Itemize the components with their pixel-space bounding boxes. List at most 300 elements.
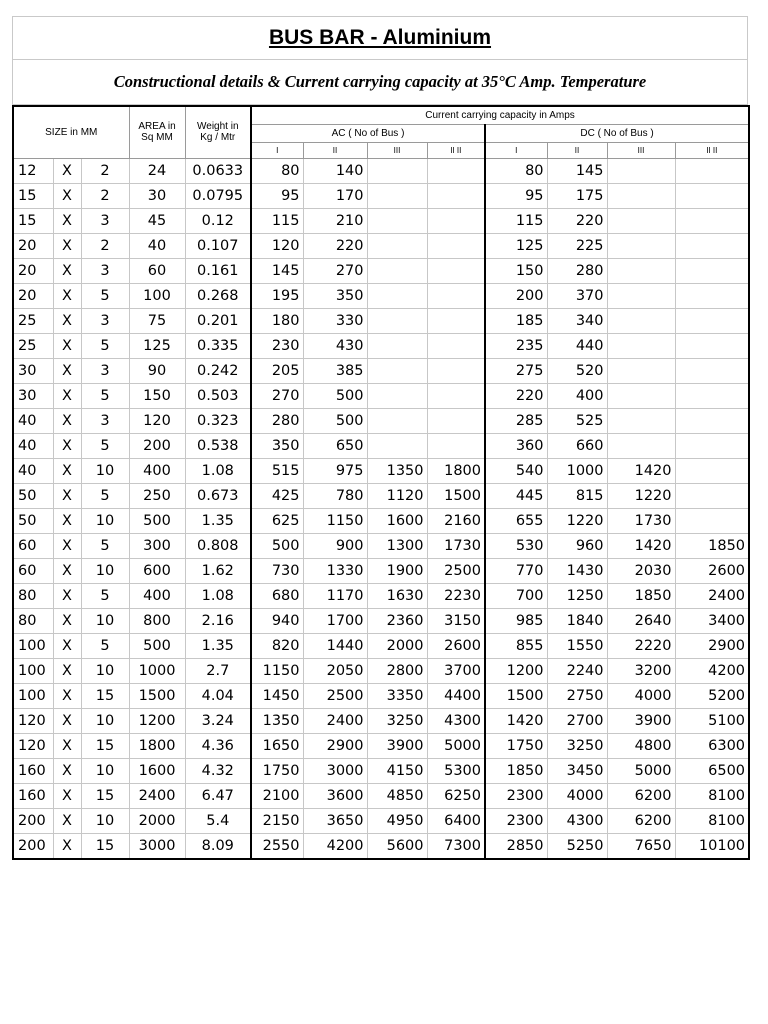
dc-bus-2-cell: 1220: [547, 508, 607, 533]
ac-bus-3-cell: [367, 433, 427, 458]
weight-cell: 1.35: [185, 508, 251, 533]
dc-bus-2-cell: 220: [547, 208, 607, 233]
ac-bus-4-cell: [427, 158, 485, 183]
ac-bus-1-cell: 1450: [251, 683, 303, 708]
ac-bus-3-cell: [367, 158, 427, 183]
dc-bus-4-cell: [675, 408, 749, 433]
weight-cell: 1.35: [185, 633, 251, 658]
dc-bus-3-cell: 3200: [607, 658, 675, 683]
dc-bus-1-cell: 1200: [485, 658, 547, 683]
area-cell: 75: [129, 308, 185, 333]
dc-bus-1-cell: 2850: [485, 833, 547, 859]
ac-bus-1-cell: 625: [251, 508, 303, 533]
dc-bus-2-cell: 175: [547, 183, 607, 208]
size-x: X: [53, 158, 81, 183]
ac-bus-3-cell: [367, 258, 427, 283]
dc-bus-1-cell: 220: [485, 383, 547, 408]
size-x: X: [53, 383, 81, 408]
dc-bus-2-cell: 370: [547, 283, 607, 308]
ac-bus-4-cell: 1800: [427, 458, 485, 483]
ac-bus-2-cell: 270: [303, 258, 367, 283]
size-thickness: 5: [81, 433, 129, 458]
size-width: 80: [13, 608, 53, 633]
dc-bus-2-cell: 1250: [547, 583, 607, 608]
ac-bus-4-cell: [427, 383, 485, 408]
table-row: [13, 733, 749, 758]
table-row: [13, 483, 749, 508]
ac-bus-4-cell: [427, 358, 485, 383]
size-x: X: [53, 683, 81, 708]
ac-bus-2-cell: 3600: [303, 783, 367, 808]
ac-bus-4-cell: [427, 258, 485, 283]
size-thickness: 3: [81, 208, 129, 233]
table-row: [13, 408, 749, 433]
dc-bus-3-cell: [607, 308, 675, 333]
table-row: [13, 233, 749, 258]
bus-bar-sheet: [12, 16, 748, 860]
weight-cell: 0.323: [185, 408, 251, 433]
ac-bus-1-cell: 2550: [251, 833, 303, 859]
dc-bus-1-cell: 1850: [485, 758, 547, 783]
size-x: X: [53, 658, 81, 683]
dc-bus-2-cell: 2750: [547, 683, 607, 708]
ac-bus-3-cell: 4950: [367, 808, 427, 833]
dc-bus-2-cell: 3450: [547, 758, 607, 783]
area-cell: 45: [129, 208, 185, 233]
dc-bus-1-cell: 1750: [485, 733, 547, 758]
table-header: [13, 106, 749, 158]
ac-bus-4-cell: [427, 208, 485, 233]
dc-bus-4-cell: [675, 333, 749, 358]
dc-bus-2-cell: 3250: [547, 733, 607, 758]
size-x: X: [53, 533, 81, 558]
area-cell: 400: [129, 458, 185, 483]
dc-bus-4-cell: 2400: [675, 583, 749, 608]
ac-bus-1-cell: 145: [251, 258, 303, 283]
dc-bus-4-cell: 6500: [675, 758, 749, 783]
dc-bus-2-cell: 960: [547, 533, 607, 558]
size-width: 12: [13, 158, 53, 183]
dc-bus-4-cell: 5100: [675, 708, 749, 733]
dc-bus-4-cell: [675, 358, 749, 383]
size-thickness: 5: [81, 583, 129, 608]
bus-bar-table: [12, 105, 750, 860]
weight-cell: 1.62: [185, 558, 251, 583]
table-row: [13, 658, 749, 683]
area-cell: 30: [129, 183, 185, 208]
table-row: [13, 783, 749, 808]
dc-bus-2-cell: 4000: [547, 783, 607, 808]
table-row: [13, 358, 749, 383]
size-width: 25: [13, 308, 53, 333]
dc-bus-1-cell: 200: [485, 283, 547, 308]
header-area: [129, 106, 185, 158]
dc-bus-3-cell: [607, 258, 675, 283]
ac-bus-4-cell: 2230: [427, 583, 485, 608]
ac-bus-4-cell: 4300: [427, 708, 485, 733]
ac-bus-2-cell: 975: [303, 458, 367, 483]
ac-bus-3-cell: [367, 183, 427, 208]
dc-bus-1-cell: 2300: [485, 808, 547, 833]
ac-bus-2-cell: 780: [303, 483, 367, 508]
weight-cell: 2.16: [185, 608, 251, 633]
ac-bus-1-cell: 2150: [251, 808, 303, 833]
dc-bus-3-cell: 2220: [607, 633, 675, 658]
ac-bus-3-cell: [367, 308, 427, 333]
area-cell: 120: [129, 408, 185, 433]
dc-bus-2-cell: 525: [547, 408, 607, 433]
weight-cell: 4.32: [185, 758, 251, 783]
ac-bus-1-cell: 1650: [251, 733, 303, 758]
ac-bus-2-cell: 2050: [303, 658, 367, 683]
dc-bus-3-cell: [607, 433, 675, 458]
size-thickness: 5: [81, 383, 129, 408]
table-row: [13, 558, 749, 583]
size-x: X: [53, 833, 81, 859]
dc-bus-1-cell: 655: [485, 508, 547, 533]
size-width: 120: [13, 708, 53, 733]
ac-bus-count-4: II II: [427, 142, 485, 158]
size-x: X: [53, 358, 81, 383]
weight-cell: 0.538: [185, 433, 251, 458]
dc-bus-4-cell: [675, 433, 749, 458]
weight-cell: 0.503: [185, 383, 251, 408]
header-size: SIZE in MM: [13, 106, 129, 158]
subtitle-box: [12, 59, 748, 105]
ac-bus-1-cell: 115: [251, 208, 303, 233]
table-row: [13, 683, 749, 708]
ac-bus-4-cell: [427, 183, 485, 208]
size-x: X: [53, 233, 81, 258]
header-weight-line2: Kg / Mtr: [200, 132, 236, 144]
dc-bus-4-cell: 5200: [675, 683, 749, 708]
size-width: 15: [13, 208, 53, 233]
dc-bus-3-cell: 7650: [607, 833, 675, 859]
dc-bus-3-cell: 1220: [607, 483, 675, 508]
dc-bus-2-cell: 440: [547, 333, 607, 358]
ac-bus-1-cell: 730: [251, 558, 303, 583]
ac-bus-3-cell: 1300: [367, 533, 427, 558]
dc-bus-3-cell: 4800: [607, 733, 675, 758]
weight-cell: 1.08: [185, 583, 251, 608]
size-x: X: [53, 808, 81, 833]
dc-bus-2-cell: 815: [547, 483, 607, 508]
table-row: [13, 183, 749, 208]
ac-bus-1-cell: 205: [251, 358, 303, 383]
ac-bus-4-cell: 3150: [427, 608, 485, 633]
size-x: X: [53, 708, 81, 733]
table-row: [13, 308, 749, 333]
size-x: X: [53, 483, 81, 508]
table-row: [13, 583, 749, 608]
size-width: 160: [13, 758, 53, 783]
ac-bus-3-cell: 2360: [367, 608, 427, 633]
ac-bus-2-cell: 500: [303, 408, 367, 433]
table-row: [13, 458, 749, 483]
size-x: X: [53, 208, 81, 233]
dc-bus-4-cell: [675, 458, 749, 483]
area-cell: 1600: [129, 758, 185, 783]
table-row: [13, 158, 749, 183]
table-row: [13, 808, 749, 833]
dc-bus-2-cell: 1550: [547, 633, 607, 658]
dc-bus-2-cell: 145: [547, 158, 607, 183]
ac-bus-2-cell: 170: [303, 183, 367, 208]
ac-bus-3-cell: [367, 383, 427, 408]
ac-bus-3-cell: 2800: [367, 658, 427, 683]
weight-cell: 0.268: [185, 283, 251, 308]
dc-bus-4-cell: 8100: [675, 808, 749, 833]
size-thickness: 15: [81, 733, 129, 758]
ac-bus-2-cell: 385: [303, 358, 367, 383]
area-cell: 800: [129, 608, 185, 633]
area-cell: 3000: [129, 833, 185, 859]
size-thickness: 10: [81, 558, 129, 583]
area-cell: 300: [129, 533, 185, 558]
table-row: [13, 258, 749, 283]
size-x: X: [53, 333, 81, 358]
dc-bus-1-cell: 2300: [485, 783, 547, 808]
ac-bus-3-cell: 3900: [367, 733, 427, 758]
ac-bus-1-cell: 95: [251, 183, 303, 208]
dc-bus-4-cell: 10100: [675, 833, 749, 859]
ac-bus-4-cell: [427, 283, 485, 308]
ac-bus-4-cell: 2600: [427, 633, 485, 658]
dc-bus-4-cell: [675, 308, 749, 333]
ac-bus-1-cell: 120: [251, 233, 303, 258]
dc-bus-1-cell: 360: [485, 433, 547, 458]
dc-bus-4-cell: 2900: [675, 633, 749, 658]
size-width: 40: [13, 458, 53, 483]
size-x: X: [53, 458, 81, 483]
ac-bus-4-cell: [427, 333, 485, 358]
dc-bus-3-cell: [607, 183, 675, 208]
dc-bus-4-cell: [675, 383, 749, 408]
area-cell: 24: [129, 158, 185, 183]
size-x: X: [53, 733, 81, 758]
ac-bus-2-cell: 500: [303, 383, 367, 408]
size-thickness: 5: [81, 333, 129, 358]
ac-bus-4-cell: 4400: [427, 683, 485, 708]
table-row: [13, 208, 749, 233]
ac-bus-3-cell: 1630: [367, 583, 427, 608]
table-row: [13, 533, 749, 558]
ac-bus-4-cell: 2160: [427, 508, 485, 533]
dc-bus-3-cell: [607, 283, 675, 308]
dc-bus-1-cell: 985: [485, 608, 547, 633]
ac-bus-3-cell: 5600: [367, 833, 427, 859]
size-x: X: [53, 408, 81, 433]
ac-bus-2-cell: 1440: [303, 633, 367, 658]
size-width: 30: [13, 383, 53, 408]
dc-bus-1-cell: 150: [485, 258, 547, 283]
ac-bus-3-cell: 1350: [367, 458, 427, 483]
dc-bus-3-cell: 6200: [607, 808, 675, 833]
size-x: X: [53, 608, 81, 633]
size-x: X: [53, 758, 81, 783]
dc-bus-4-cell: 2600: [675, 558, 749, 583]
dc-bus-count-2: II: [547, 142, 607, 158]
weight-cell: 0.107: [185, 233, 251, 258]
area-cell: 250: [129, 483, 185, 508]
weight-cell: 0.161: [185, 258, 251, 283]
dc-bus-1-cell: 1500: [485, 683, 547, 708]
table-row: [13, 508, 749, 533]
dc-bus-1-cell: 855: [485, 633, 547, 658]
dc-bus-2-cell: 280: [547, 258, 607, 283]
size-thickness: 10: [81, 658, 129, 683]
ac-bus-2-cell: 140: [303, 158, 367, 183]
ac-bus-1-cell: 425: [251, 483, 303, 508]
dc-bus-2-cell: 520: [547, 358, 607, 383]
dc-bus-2-cell: 660: [547, 433, 607, 458]
ac-bus-3-cell: [367, 408, 427, 433]
weight-cell: 4.36: [185, 733, 251, 758]
area-cell: 125: [129, 333, 185, 358]
dc-bus-4-cell: 8100: [675, 783, 749, 808]
ac-bus-2-cell: 220: [303, 233, 367, 258]
area-cell: 2400: [129, 783, 185, 808]
size-thickness: 10: [81, 708, 129, 733]
ac-bus-1-cell: 515: [251, 458, 303, 483]
size-thickness: 5: [81, 533, 129, 558]
area-cell: 60: [129, 258, 185, 283]
dc-bus-2-cell: 2240: [547, 658, 607, 683]
ac-bus-1-cell: 180: [251, 308, 303, 333]
dc-bus-1-cell: 125: [485, 233, 547, 258]
size-width: 40: [13, 433, 53, 458]
dc-bus-4-cell: 6300: [675, 733, 749, 758]
size-width: 30: [13, 358, 53, 383]
area-cell: 1800: [129, 733, 185, 758]
weight-cell: 3.24: [185, 708, 251, 733]
ac-bus-1-cell: 1350: [251, 708, 303, 733]
size-thickness: 15: [81, 783, 129, 808]
dc-bus-3-cell: [607, 158, 675, 183]
size-thickness: 10: [81, 758, 129, 783]
ac-bus-3-cell: 3250: [367, 708, 427, 733]
ac-bus-1-cell: 280: [251, 408, 303, 433]
ac-bus-4-cell: 2500: [427, 558, 485, 583]
dc-bus-2-cell: 1840: [547, 608, 607, 633]
ac-bus-2-cell: 1330: [303, 558, 367, 583]
ac-bus-2-cell: 430: [303, 333, 367, 358]
ac-bus-2-cell: 1700: [303, 608, 367, 633]
dc-bus-4-cell: 1850: [675, 533, 749, 558]
page-subtitle: Constructional details & Current carrying capacity at 35°C Amp. Temperature: [113, 72, 647, 91]
dc-bus-2-cell: 4300: [547, 808, 607, 833]
area-cell: 1200: [129, 708, 185, 733]
dc-bus-1-cell: 80: [485, 158, 547, 183]
ac-bus-1-cell: 500: [251, 533, 303, 558]
ac-bus-1-cell: 1750: [251, 758, 303, 783]
ac-bus-3-cell: [367, 333, 427, 358]
dc-bus-1-cell: 115: [485, 208, 547, 233]
weight-cell: 8.09: [185, 833, 251, 859]
size-width: 160: [13, 783, 53, 808]
ac-bus-2-cell: 900: [303, 533, 367, 558]
dc-bus-4-cell: [675, 183, 749, 208]
size-thickness: 2: [81, 158, 129, 183]
dc-bus-4-cell: 4200: [675, 658, 749, 683]
size-width: 50: [13, 483, 53, 508]
size-thickness: 3: [81, 258, 129, 283]
ac-bus-4-cell: 5000: [427, 733, 485, 758]
size-width: 60: [13, 533, 53, 558]
size-thickness: 15: [81, 683, 129, 708]
dc-bus-3-cell: 4000: [607, 683, 675, 708]
page-title: BUS BAR - Aluminium: [268, 26, 492, 49]
dc-bus-3-cell: 2640: [607, 608, 675, 633]
area-cell: 500: [129, 633, 185, 658]
size-x: X: [53, 283, 81, 308]
ac-bus-4-cell: 1500: [427, 483, 485, 508]
size-thickness: 3: [81, 408, 129, 433]
size-x: X: [53, 633, 81, 658]
dc-bus-2-cell: 400: [547, 383, 607, 408]
table-row: [13, 383, 749, 408]
area-cell: 150: [129, 383, 185, 408]
weight-cell: 0.242: [185, 358, 251, 383]
dc-bus-2-cell: 1000: [547, 458, 607, 483]
weight-cell: 0.673: [185, 483, 251, 508]
ac-bus-4-cell: 1730: [427, 533, 485, 558]
size-thickness: 10: [81, 808, 129, 833]
header-area-line2: Sq MM: [141, 132, 173, 144]
ac-bus-1-cell: 680: [251, 583, 303, 608]
header-capacity: Current carrying capacity in Amps: [251, 106, 749, 124]
size-width: 100: [13, 658, 53, 683]
dc-bus-3-cell: [607, 233, 675, 258]
dc-bus-1-cell: 700: [485, 583, 547, 608]
ac-bus-3-cell: [367, 208, 427, 233]
ac-bus-3-cell: 3350: [367, 683, 427, 708]
ac-bus-count-1: I: [251, 142, 303, 158]
size-x: X: [53, 258, 81, 283]
size-width: 60: [13, 558, 53, 583]
dc-bus-3-cell: 1420: [607, 458, 675, 483]
dc-bus-1-cell: 1420: [485, 708, 547, 733]
ac-bus-count-2: II: [303, 142, 367, 158]
weight-cell: 0.808: [185, 533, 251, 558]
area-cell: 90: [129, 358, 185, 383]
dc-bus-3-cell: 1850: [607, 583, 675, 608]
size-x: X: [53, 583, 81, 608]
ac-bus-4-cell: [427, 308, 485, 333]
dc-bus-count-1: I: [485, 142, 547, 158]
title-box: [12, 16, 748, 59]
dc-bus-4-cell: [675, 258, 749, 283]
ac-bus-2-cell: 4200: [303, 833, 367, 859]
dc-bus-1-cell: 185: [485, 308, 547, 333]
ac-bus-2-cell: 210: [303, 208, 367, 233]
table-row: [13, 633, 749, 658]
table-row: [13, 333, 749, 358]
dc-bus-3-cell: [607, 358, 675, 383]
dc-bus-1-cell: 285: [485, 408, 547, 433]
size-thickness: 2: [81, 233, 129, 258]
ac-bus-4-cell: [427, 233, 485, 258]
ac-bus-2-cell: 2400: [303, 708, 367, 733]
dc-bus-4-cell: [675, 283, 749, 308]
area-cell: 1500: [129, 683, 185, 708]
weight-cell: 0.335: [185, 333, 251, 358]
ac-bus-2-cell: 350: [303, 283, 367, 308]
ac-bus-3-cell: [367, 283, 427, 308]
ac-bus-1-cell: 820: [251, 633, 303, 658]
table-row: [13, 758, 749, 783]
weight-cell: 4.04: [185, 683, 251, 708]
